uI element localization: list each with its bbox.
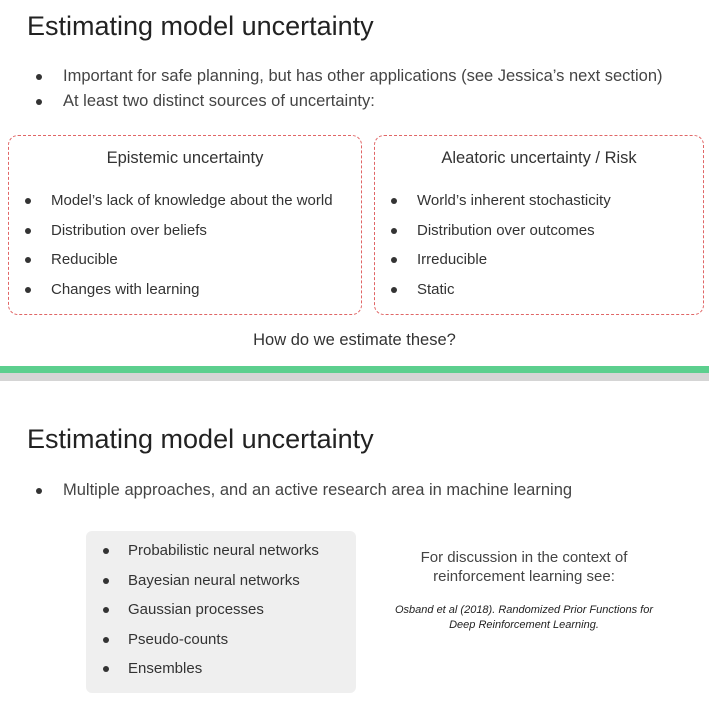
epistemic-item-reducible: Reducible (24, 245, 333, 275)
slide-2-bullet-list (35, 478, 572, 503)
epistemic-item-lack-of-knowledge: Model’s lack of knowledge about the world (24, 186, 333, 216)
aleatoric-list (390, 186, 611, 304)
epistemic-uncertainty-box (8, 135, 362, 315)
estimate-question: How do we estimate these? (253, 331, 456, 349)
discussion-line-1: For discussion in the context of (420, 549, 628, 566)
aleatoric-uncertainty-box (374, 135, 704, 315)
approach-probabilistic-nn: Probabilistic neural networks (102, 536, 319, 566)
epistemic-item-distribution-beliefs: Distribution over beliefs (24, 216, 333, 246)
slide-1-bullet-list (35, 64, 663, 114)
aleatoric-item-stochasticity: World’s inherent stochasticity (390, 186, 611, 216)
approach-pseudo-counts: Pseudo-counts (102, 625, 319, 655)
reference-line-1: Osband et al (2018). Randomized Prior Functions for (394, 604, 654, 616)
aleatoric-item-irreducible: Irreducible (390, 245, 611, 275)
aleatoric-item-static: Static (390, 275, 611, 305)
slide-2 (0, 381, 709, 702)
bullet-sources-of-uncertainty: At least two distinct sources of uncertainty: (35, 89, 663, 114)
slide-2-title: Estimating model uncertainty (27, 424, 374, 454)
discussion-note (380, 548, 668, 586)
approaches-list (102, 536, 319, 684)
approach-bayesian-nn: Bayesian neural networks (102, 566, 319, 596)
bullet-safe-planning: Important for safe planning, but has other applications (see Jessica’s next section) (35, 64, 663, 89)
slide-separator-gray-bar (0, 373, 709, 381)
reference-line-2: Deep Reinforcement Learning. (449, 619, 599, 631)
slide-1-title: Estimating model uncertainty (27, 11, 374, 41)
epistemic-item-changes-with-learning: Changes with learning (24, 275, 333, 305)
epistemic-list (24, 186, 333, 304)
bullet-multiple-approaches: Multiple approaches, and an active research area in machine learning (35, 478, 572, 503)
epistemic-box-title: Epistemic uncertainty (106, 149, 264, 167)
reference-citation (380, 603, 668, 633)
approaches-panel (86, 531, 356, 693)
approach-ensembles: Ensembles (102, 654, 319, 684)
aleatoric-box-title: Aleatoric uncertainty / Risk (441, 149, 637, 167)
discussion-line-2: reinforcement learning see: (433, 568, 615, 585)
approach-gaussian-processes: Gaussian processes (102, 595, 319, 625)
aleatoric-item-distribution-outcomes: Distribution over outcomes (390, 216, 611, 246)
slide-separator-green-bar (0, 366, 709, 373)
